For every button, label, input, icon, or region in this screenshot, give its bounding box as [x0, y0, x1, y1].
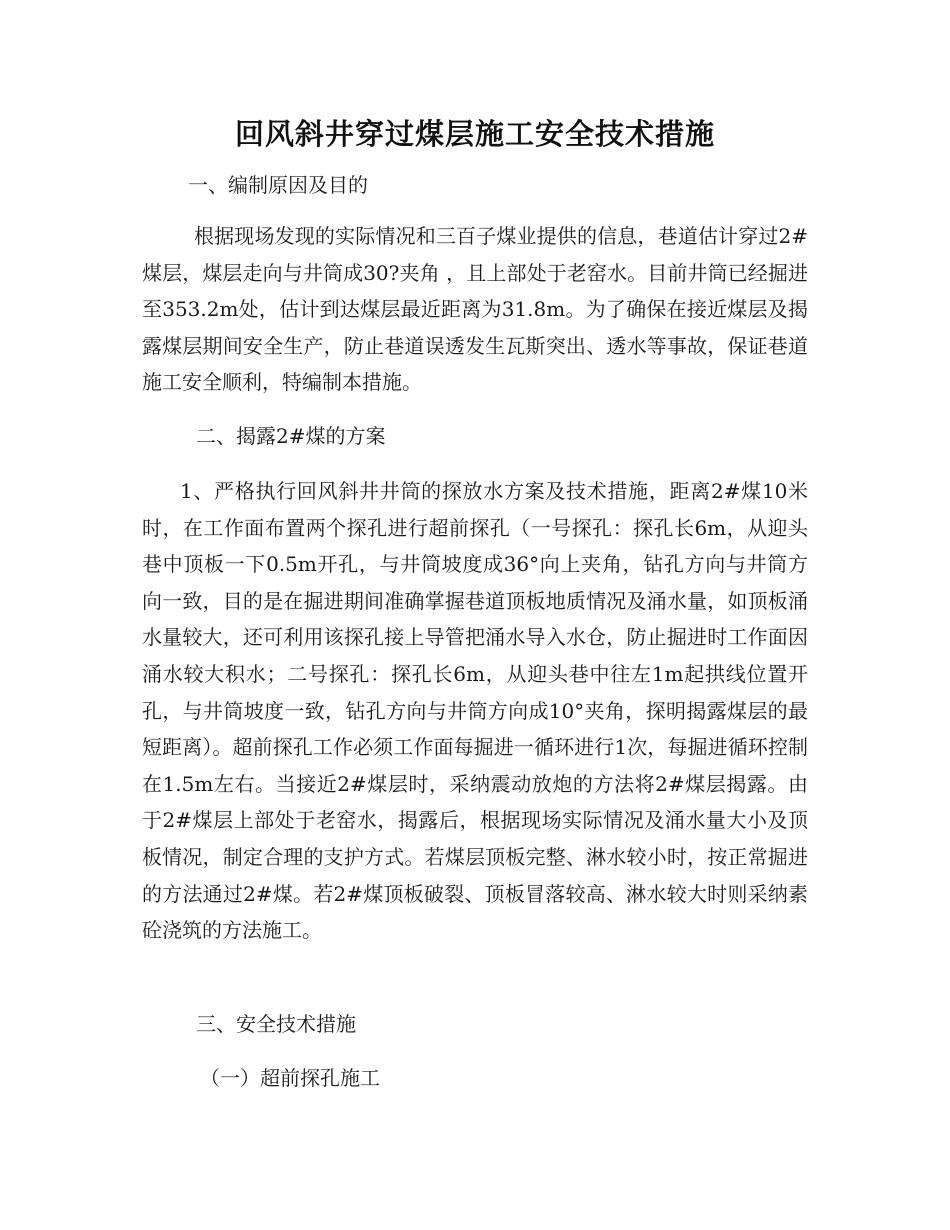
section-1-paragraph: 根据现场发现的实际情况和三百子煤业提供的信息，巷道估计穿过2#煤层，煤层走向与井筒成30?夹角 ，且上部处于老窑水。目前井筒已经掘进至353.2m处，估计到达煤层最近距离为31.8m。为了确保在接近煤层及揭露煤层期间安全生产，防止巷道误透发生瓦斯突出、透水等事故，保证巷道施工安全顺利，特编制本措施。: [142, 224, 808, 395]
section-1-heading: 一、编制原因及目的: [188, 173, 368, 197]
section-3-heading: 三、安全技术措施: [196, 1012, 356, 1036]
section-2-heading: 二、揭露2#煤的方案: [196, 424, 386, 448]
section-2-paragraph: 1、严格执行回风斜井井筒的探放水方案及技术措施，距离2#煤10米时，在工作面布置两个探孔进行超前探孔（一号探孔：探孔长6m，从迎头巷中顶板一下0.5m开孔，与井筒坡度成36°向上夹角，钻孔方向与井筒方向一致，目的是在掘进期间准确掌握巷道顶板地质情况及涌水量，如顶板涌水量较大，还可利用该探孔接上导管把涌水导入水仓，防止掘进时工作面因涌水较大积水；二号探孔：探孔长6m，从迎头巷中往左1m起拱线位置开孔，与井筒坡度一致，钻孔方向与井筒方向成10°夹角，探明揭露煤层的最短距离）。超前探孔工作必须工作面每掘进一循环进行1次，每掘进循环控制在1.5m左右。当接近2#煤层时，采纳震动放炮的方法将2#煤层揭露。由于2#煤层上部处于老窑水，揭露后，根据现场实际情况及涌水量大小及顶板情况，制定合理的支护方式。若煤层顶板完整、淋水较小时，按正常掘进的方法通过2#煤。若2#煤顶板破裂、顶板冒落较高、淋水较大时则采纳素砼浇筑的方法施工。: [142, 479, 808, 943]
subsection-1-heading: （一）超前探孔施工: [200, 1066, 380, 1090]
document-title: 回风斜井穿过煤层施工安全技术措施: [234, 117, 715, 151]
